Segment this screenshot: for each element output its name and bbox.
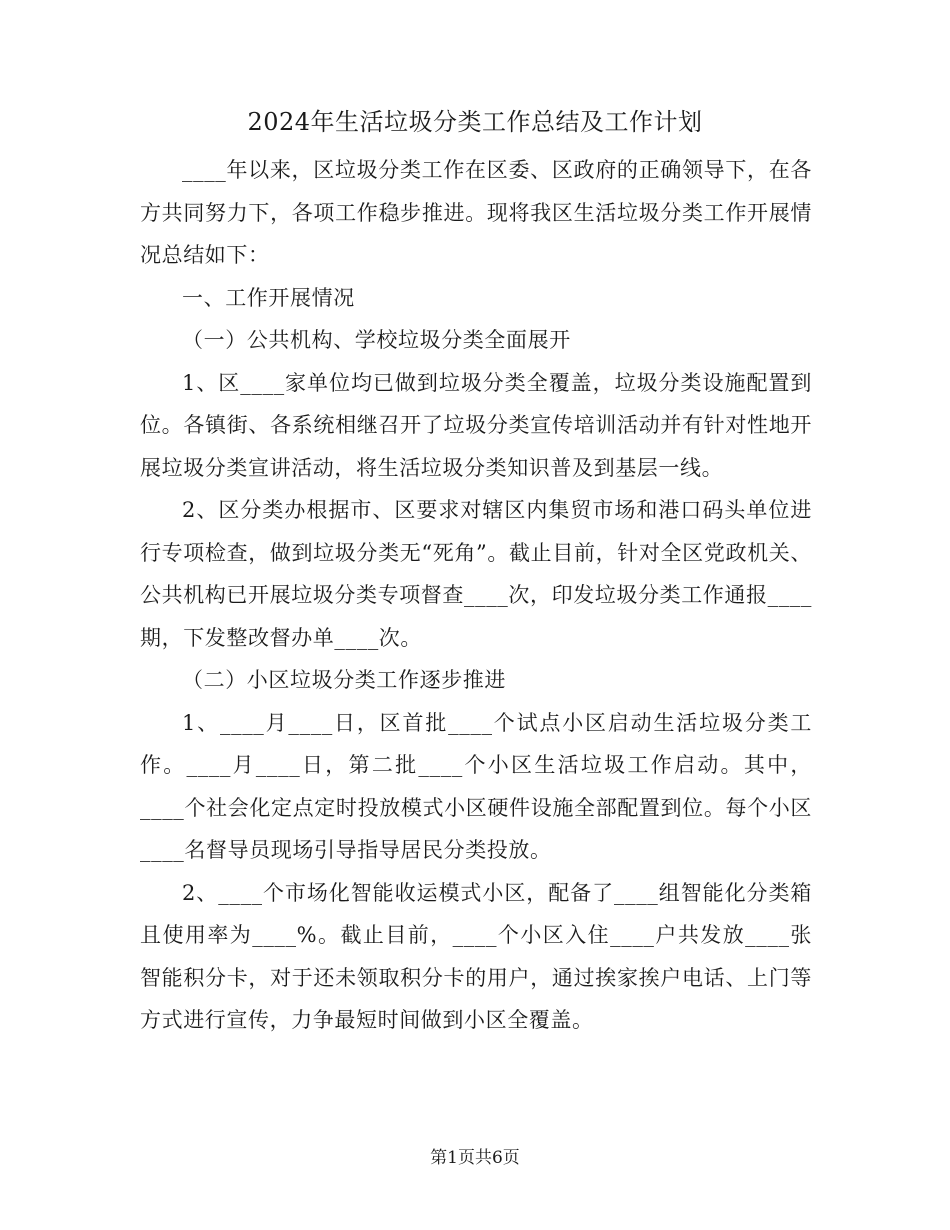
subsection-heading-1: （一）公共机构、学校垃圾分类全面展开 [182,328,571,352]
paragraph-item-2-1: 1、____月____日，区首批____个试点小区启动生活垃圾分类工作。____月____日，第二批____个小区生活垃圾工作启动。其中，____个社会化定点定时投放模式小区硬件设施全部配置到位。每个小区____名督导员现场引导指导居民分类投放。 [140,710,812,862]
page-number-footer: 第1页共6页 [430,1148,520,1168]
document-body [140,149,812,1042]
paragraph-intro: ____年以来，区垃圾分类工作在区委、区政府的正确领导下，在各方共同努力下，各项工作稳步推进。现将我区生活垃圾分类工作开展情况总结如下： [140,158,812,267]
document-title: 2024年生活垃圾分类工作总结及工作计划 [247,108,703,136]
paragraph-item-1-1: 1、区____家单位均已做到垃圾分类全覆盖，垃圾分类设施配置到位。各镇街、各系统相继召开了垃圾分类宣传培训活动并有针对性地开展垃圾分类宣讲活动，将生活垃圾分类知识普及到基层一线。 [140,370,812,480]
subsection-heading-2: （二）小区垃圾分类工作逐步推进 [182,668,506,692]
paragraph-item-2-2: 2、____个市场化智能收运模式小区，配备了____组智能化分类箱且使用率为____%。截止目前，____个小区入住____户共发放____张智能积分卡，对于还未领取积分卡的用户，通过挨家挨户电话、上门等方式进行宣传，力争最短时间做到小区全覆盖。 [140,880,812,1032]
paragraph-item-1-2: 2、区分类办根据市、区要求对辖区内集贸市场和港口码头单位进行专项检查，做到垃圾分类无“死角”。截止目前，针对全区党政机关、公共机构已开展垃圾分类专项督查____次，印发垃圾分类工作通报____期，下发整改督办单____次。 [140,498,812,650]
section-heading-1: 一、工作开展情况 [182,285,355,310]
